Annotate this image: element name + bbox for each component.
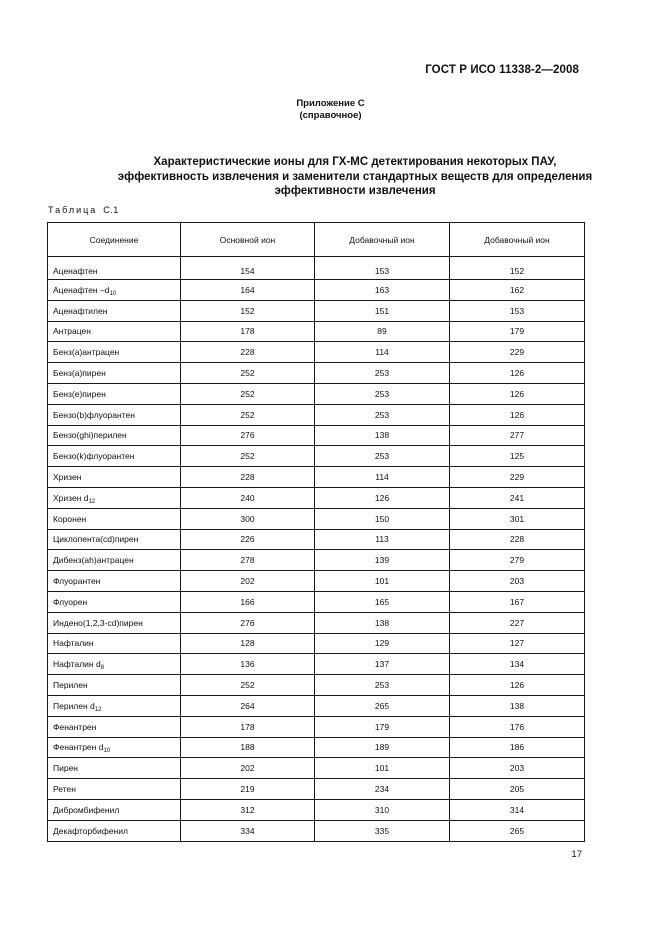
additional-ion-2-cell: 126 — [450, 404, 585, 425]
ions-table — [47, 222, 585, 842]
table-row — [48, 550, 585, 571]
additional-ion-1-cell: 165 — [315, 591, 450, 612]
additional-ion-1-cell: 101 — [315, 758, 450, 779]
additional-ion-1-cell: 153 — [315, 257, 450, 280]
main-ion-cell: 276 — [181, 425, 315, 446]
compound-name: Дибенз(ah)антрацен — [53, 555, 134, 566]
compound-cell — [48, 342, 181, 363]
additional-ion-2-cell: 153 — [450, 300, 585, 321]
compound-cell — [48, 675, 181, 696]
table-row — [48, 383, 585, 404]
main-ion-cell: 152 — [181, 300, 315, 321]
table-caption — [48, 205, 119, 215]
additional-ion-2-cell: 265 — [450, 820, 585, 841]
additional-ion-1-cell: 253 — [315, 446, 450, 467]
compound-name: Аценафтилен — [53, 305, 108, 316]
annex-type: (справочное) — [299, 110, 362, 121]
table-row — [48, 716, 585, 737]
compound-name: Фенантрен d — [53, 742, 104, 753]
compound-cell — [48, 820, 181, 841]
additional-ion-2-cell: 127 — [450, 633, 585, 654]
section-title — [60, 155, 650, 199]
additional-ion-2-cell: 152 — [450, 257, 585, 280]
compound-cell — [48, 363, 181, 384]
compound-cell — [48, 550, 181, 571]
additional-ion-2-cell: 162 — [450, 280, 585, 301]
annex-title: Приложение С — [296, 98, 365, 109]
table-row — [48, 300, 585, 321]
compound-name: Циклопента(cd)пирен — [53, 534, 139, 545]
additional-ion-1-cell: 114 — [315, 467, 450, 488]
document-id: ГОСТ Р ИСО 11338-2—2008 — [425, 64, 579, 76]
table-header-row — [48, 223, 585, 257]
compound-name: Антрацен — [53, 326, 91, 337]
main-ion-cell: 312 — [181, 799, 315, 820]
table-row — [48, 529, 585, 550]
additional-ion-2-cell: 241 — [450, 487, 585, 508]
main-ion-cell: 252 — [181, 675, 315, 696]
compound-name: Перилен d — [53, 700, 95, 711]
additional-ion-2-cell: 167 — [450, 591, 585, 612]
title-line-3: эффективности извлечения — [274, 185, 436, 197]
compound-name: Нафталин d — [53, 659, 101, 670]
main-ion-cell: 334 — [181, 820, 315, 841]
compound-name: Нафталин — [53, 638, 94, 649]
compound-name: Бенз(е)пирен — [53, 388, 106, 399]
additional-ion-1-cell: 253 — [315, 675, 450, 696]
compound-cell — [48, 591, 181, 612]
table-row — [48, 508, 585, 529]
table-row — [48, 633, 585, 654]
compound-cell — [48, 529, 181, 550]
main-ion-cell: 202 — [181, 758, 315, 779]
compound-cell — [48, 633, 181, 654]
additional-ion-1-cell: 113 — [315, 529, 450, 550]
compound-cell — [48, 425, 181, 446]
table-caption-word: Таблица — [48, 205, 98, 215]
main-ion-cell: 136 — [181, 654, 315, 675]
main-ion-cell: 164 — [181, 280, 315, 301]
compound-cell — [48, 467, 181, 488]
additional-ion-2-cell: 229 — [450, 467, 585, 488]
compound-cell — [48, 695, 181, 716]
title-line-1: Характеристические ионы для ГХ-МС детектирования некоторых ПАУ, — [153, 156, 557, 168]
additional-ion-1-cell: 126 — [315, 487, 450, 508]
table-row — [48, 404, 585, 425]
additional-ion-1-cell: 138 — [315, 612, 450, 633]
table-row — [48, 257, 585, 280]
main-ion-cell: 264 — [181, 695, 315, 716]
additional-ion-2-cell: 227 — [450, 612, 585, 633]
table-row — [48, 779, 585, 800]
main-ion-cell: 252 — [181, 383, 315, 404]
column-header-compound: Соединение — [48, 223, 181, 257]
additional-ion-1-cell: 265 — [315, 695, 450, 716]
compound-cell — [48, 321, 181, 342]
compound-name: Аценафтен — [53, 266, 98, 276]
additional-ion-2-cell: 126 — [450, 363, 585, 384]
table-row — [48, 654, 585, 675]
compound-name: Фенантрен — [53, 721, 97, 732]
main-ion-cell: 252 — [181, 446, 315, 467]
compound-cell — [48, 446, 181, 467]
additional-ion-1-cell: 234 — [315, 779, 450, 800]
table-row — [48, 321, 585, 342]
additional-ion-2-cell: 203 — [450, 571, 585, 592]
compound-cell — [48, 737, 181, 758]
table-row — [48, 446, 585, 467]
main-ion-cell: 178 — [181, 321, 315, 342]
table-row — [48, 571, 585, 592]
compound-cell — [48, 508, 181, 529]
additional-ion-1-cell: 179 — [315, 716, 450, 737]
compound-cell — [48, 654, 181, 675]
compound-name: Дибромбифенил — [53, 804, 120, 815]
compound-cell — [48, 300, 181, 321]
additional-ion-2-cell: 229 — [450, 342, 585, 363]
table-row — [48, 363, 585, 384]
main-ion-cell: 278 — [181, 550, 315, 571]
table-caption-number: С.1 — [103, 205, 119, 215]
additional-ion-2-cell: 301 — [450, 508, 585, 529]
table-body — [48, 257, 585, 842]
compound-cell — [48, 257, 181, 280]
compound-name: Бензо(k)флуорантен — [53, 451, 135, 462]
title-line-2: эффективность извлечения и заменители стандартных веществ для определения — [117, 170, 593, 183]
additional-ion-2-cell: 179 — [450, 321, 585, 342]
table-row — [48, 612, 585, 633]
compound-name: Пирен — [53, 763, 79, 774]
table-row — [48, 425, 585, 446]
table-row — [48, 467, 585, 488]
main-ion-cell: 252 — [181, 404, 315, 425]
main-ion-cell: 178 — [181, 716, 315, 737]
additional-ion-1-cell: 137 — [315, 654, 450, 675]
column-header-additional-ion-1: Добавочный ион — [315, 223, 450, 257]
additional-ion-2-cell: 314 — [450, 799, 585, 820]
table-row — [48, 695, 585, 716]
compound-name: Бенз(а)антрацен — [53, 347, 120, 358]
additional-ion-1-cell: 89 — [315, 321, 450, 342]
additional-ion-1-cell: 163 — [315, 280, 450, 301]
compound-cell — [48, 716, 181, 737]
column-header-additional-ion-2: Добавочный ион — [450, 223, 585, 257]
additional-ion-2-cell: 205 — [450, 779, 585, 800]
table-row — [48, 799, 585, 820]
compound-cell — [48, 799, 181, 820]
main-ion-cell: 128 — [181, 633, 315, 654]
main-ion-cell: 300 — [181, 508, 315, 529]
table-row — [48, 487, 585, 508]
additional-ion-1-cell: 310 — [315, 799, 450, 820]
additional-ion-1-cell: 253 — [315, 363, 450, 384]
page-number: 17 — [571, 849, 582, 860]
compound-cell — [48, 571, 181, 592]
isotope-subscript: 12 — [88, 498, 96, 505]
compound-name: Индено(1,2,3-cd)пирен — [53, 617, 143, 628]
compound-cell — [48, 612, 181, 633]
additional-ion-1-cell: 114 — [315, 342, 450, 363]
table-row — [48, 280, 585, 301]
compound-name: Ретен — [53, 784, 76, 795]
additional-ion-2-cell: 228 — [450, 529, 585, 550]
compound-name: Коронен — [53, 513, 87, 524]
compound-name: Бензо(ghi)перилен — [53, 430, 127, 441]
main-ion-cell: 226 — [181, 529, 315, 550]
main-ion-cell: 219 — [181, 779, 315, 800]
additional-ion-1-cell: 150 — [315, 508, 450, 529]
additional-ion-2-cell: 138 — [450, 695, 585, 716]
main-ion-cell: 276 — [181, 612, 315, 633]
compound-name: Декафторбифенил — [53, 825, 128, 836]
isotope-subscript: 10 — [103, 748, 111, 755]
compound-cell — [48, 779, 181, 800]
additional-ion-2-cell: 203 — [450, 758, 585, 779]
compound-name: Флуорантен — [53, 576, 101, 587]
additional-ion-2-cell: 176 — [450, 716, 585, 737]
additional-ion-1-cell: 139 — [315, 550, 450, 571]
table-row — [48, 591, 585, 612]
compound-name: Бенз(а)пирен — [53, 368, 106, 379]
additional-ion-2-cell: 126 — [450, 675, 585, 696]
main-ion-cell: 240 — [181, 487, 315, 508]
main-ion-cell: 202 — [181, 571, 315, 592]
annex-heading — [0, 98, 661, 122]
additional-ion-2-cell: 279 — [450, 550, 585, 571]
additional-ion-2-cell: 125 — [450, 446, 585, 467]
isotope-subscript: 8 — [100, 665, 105, 672]
compound-name: Аценафтен –d — [53, 284, 110, 295]
additional-ion-1-cell: 129 — [315, 633, 450, 654]
isotope-subscript: 12 — [94, 706, 102, 713]
additional-ion-1-cell: 253 — [315, 383, 450, 404]
additional-ion-2-cell: 126 — [450, 383, 585, 404]
compound-name: Флуорен — [53, 596, 88, 607]
table-row — [48, 342, 585, 363]
additional-ion-1-cell: 101 — [315, 571, 450, 592]
main-ion-cell: 188 — [181, 737, 315, 758]
isotope-subscript: 10 — [109, 290, 117, 297]
main-ion-cell: 154 — [181, 257, 315, 280]
compound-name: Бензо(b)флуорантен — [53, 409, 135, 420]
main-ion-cell: 228 — [181, 342, 315, 363]
additional-ion-1-cell: 189 — [315, 737, 450, 758]
compound-cell — [48, 383, 181, 404]
main-ion-cell: 228 — [181, 467, 315, 488]
table-row — [48, 820, 585, 841]
table-row — [48, 737, 585, 758]
column-header-main-ion: Основной ион — [181, 223, 315, 257]
additional-ion-1-cell: 253 — [315, 404, 450, 425]
table-row — [48, 675, 585, 696]
table-row — [48, 758, 585, 779]
additional-ion-2-cell: 134 — [450, 654, 585, 675]
compound-cell — [48, 758, 181, 779]
compound-name: Перилен — [53, 680, 88, 691]
compound-cell — [48, 487, 181, 508]
compound-name: Хризен d — [53, 492, 89, 503]
additional-ion-2-cell: 186 — [450, 737, 585, 758]
main-ion-cell: 252 — [181, 363, 315, 384]
compound-cell — [48, 280, 181, 301]
additional-ion-1-cell: 151 — [315, 300, 450, 321]
main-ion-cell: 166 — [181, 591, 315, 612]
additional-ion-1-cell: 138 — [315, 425, 450, 446]
compound-cell — [48, 404, 181, 425]
compound-name: Хризен — [53, 472, 82, 483]
additional-ion-1-cell: 335 — [315, 820, 450, 841]
additional-ion-2-cell: 277 — [450, 425, 585, 446]
